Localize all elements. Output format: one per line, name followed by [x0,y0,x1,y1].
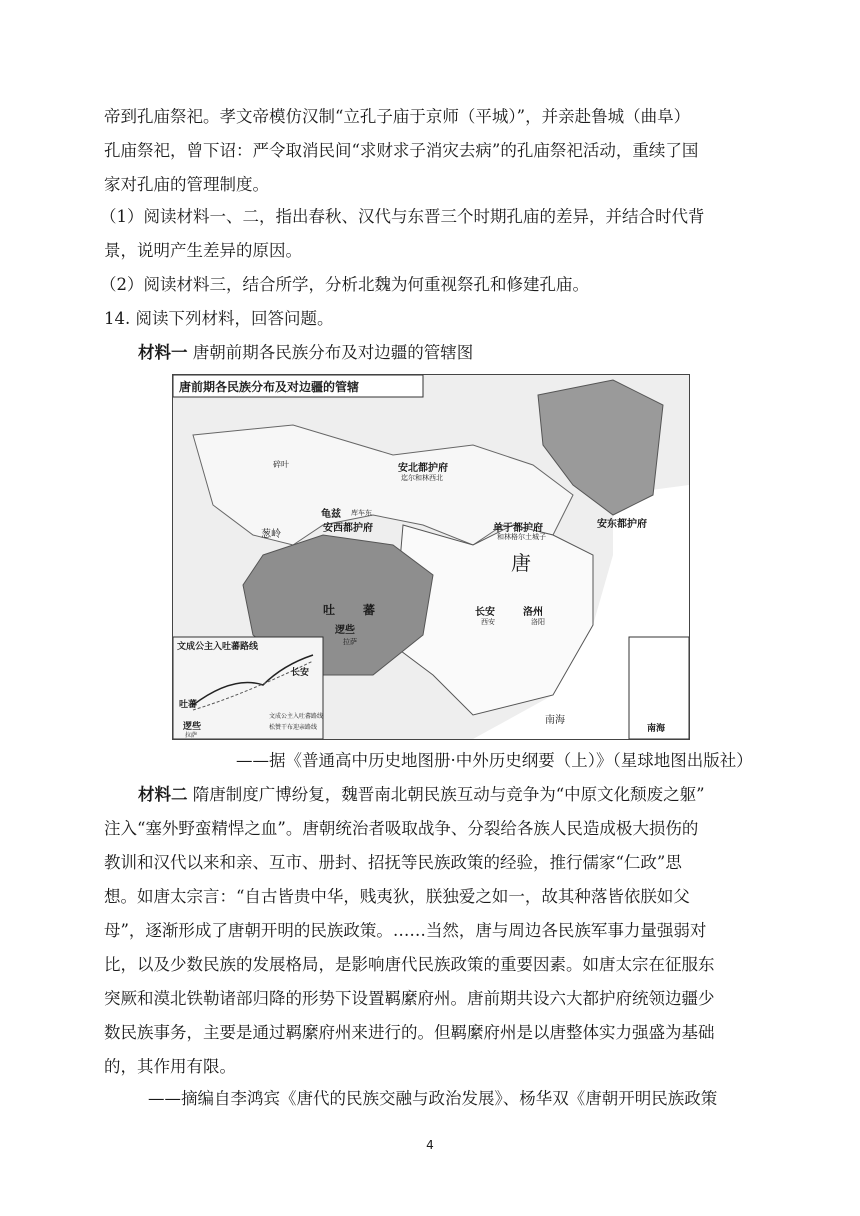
inset-sea-title: 南海 [647,724,666,734]
material-2-label: 材料二 [138,785,188,804]
label-luoxie-sub: 拉萨 [343,638,357,646]
map-title: 唐前期各民族分布及对边疆的管辖 [179,380,360,394]
label-changan: 长安 [475,607,495,618]
label-changan-sub: 西安 [481,618,495,626]
label-qiuci-sub: 库车东 [351,509,372,517]
material-2-line: 教训和汉代以来和亲、互市、册封、招抚等民族政策的经验，推行儒家“仁政”思 [104,853,682,872]
page-number: 4 [426,1138,434,1152]
text-line: 帝到孔庙祭祀。孝文帝模仿汉制“立孔子庙于京师（平城）”，并亲赴鲁城（曲阜） [104,107,691,126]
label-luoxie: 逻些 [335,625,355,636]
label-luozhou-sub: 洛阳 [531,618,545,626]
question-1-line: 景，说明产生差异的原因。 [104,241,302,260]
inset-legend-1: 文成公主入吐蕃路线 [269,713,324,720]
source-1: ——据《普通高中历史地图册·中外历史纲要（上）》（星球地图出版社） [236,751,753,770]
label-andong: 安东都护府 [597,519,647,530]
material-2-text: 隋唐制度广博纷复，魏晋南北朝民族互动与竞争为“中原文化颓废之躯” [192,785,705,804]
question-2: （2）阅读材料三，结合所学，分析北魏为何重视祭孔和修建孔庙。 [100,275,589,294]
label-qiuci: 龟兹 [321,509,341,520]
label-danyu-sub: 和林格尔土城子 [497,533,546,541]
text-line: 孔庙祭祀，曾下诏：严令取消民间“求财求子消灾去病”的孔庙祭祀活动，重续了国 [104,141,699,160]
material-2-line: 注入“塞外野蛮精悍之血”。唐朝统治者吸取战争、分裂给各族人民造成极大损伤的 [104,819,699,838]
question-1-line: （1）阅读材料一、二，指出春秋、汉代与东晋三个时期孔庙的差异，并结合时代背 [100,207,705,226]
inset-changan: 长安 [291,668,310,678]
inset-legend-2: 松赞干布迎亲路线 [269,724,318,731]
inset-luoxie: 逻些 [183,722,202,732]
material-2-line: 突厥和漠北铁勒诸部归降的形势下设置羁縻府州。唐前期共设六大都护府统领边疆少 [104,989,715,1008]
source-2: ——摘编自李鸿宾《唐代的民族交融与政治发展》、杨华双《唐朝开明民族政策 [148,1089,718,1108]
material-1-label: 材料一 [138,343,188,362]
label-suiye: 碎叶 [273,460,289,469]
label-anbei-sub: 迄尔和林西北 [401,474,443,482]
material-2-line: 比，以及少数民族的发展格局，是影响唐代民族政策的重要因素。如唐太宗在征服东 [104,955,715,974]
inset-route-title: 文成公主入吐蕃路线 [177,642,259,652]
label-congling: 葱岭 [261,529,281,540]
inset-tubo: 吐蕃 [179,700,198,710]
material-2-line: 想。如唐太宗言：“自古皆贵中华，贱夷狄，朕独爱之如一，故其种落皆依朕如父 [104,887,690,906]
label-danyu: 单于都护府 [493,523,543,534]
material-2-line [138,784,705,806]
label-luozhou: 洛州 [523,607,543,618]
material-1-caption [138,342,473,364]
material-2-line: 数民族事务，主要是通过羁縻府州来进行的。但羁縻府州是以唐整体实力强盛为基础 [104,1023,715,1042]
label-tubo: 吐蕃 [323,603,404,617]
inset-luoxie-sub: 拉萨 [185,732,198,739]
material-1-title: 唐朝前期各民族分布及对边疆的管辖图 [192,343,474,362]
material-2-line: 的，其作用有限。 [104,1057,236,1076]
material-2-line: 母”，逐渐形成了唐朝开明的民族政策。……当然，唐与周边各民族军事力量强弱对 [104,921,707,940]
question-14-heading: 14. 阅读下列材料，回答问题。 [104,309,334,328]
label-nanhai: 南海 [545,715,565,726]
tang-map [172,374,690,740]
label-anxi: 安西都护府 [323,523,373,534]
text-line: 家对孔庙的管理制度。 [104,175,269,194]
label-tang: 唐 [511,551,531,575]
label-anbei: 安北都护府 [398,463,448,474]
